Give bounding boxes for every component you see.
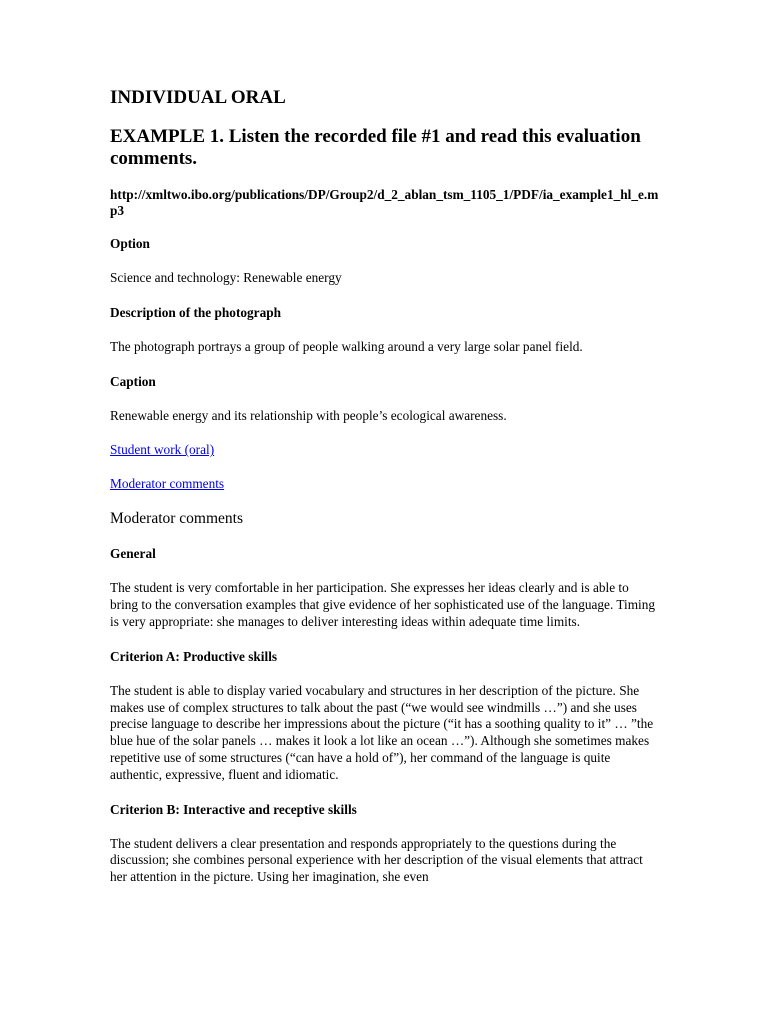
option-label: Option <box>110 236 150 251</box>
option-value: Science and technology: Renewable energy <box>110 270 342 285</box>
student-work-link-wrap <box>110 442 660 458</box>
general-label: General <box>110 546 156 562</box>
criterion-a-label: Criterion A: Productive skills <box>110 648 278 664</box>
moderator-heading: Moderator comments <box>110 510 244 528</box>
example-heading: EXAMPLE 1. Listen the recorded file #1 and read this evaluation comments. <box>110 126 641 169</box>
general-text: The student is very comfortable in her participation. She expresses her ideas clearly and is able to bring to the conversation examples that give evidence of her sophisticated use of the language. Timing is very appropriate: she manages to deliver interesting ideas within adequate time limits. <box>110 580 656 629</box>
document-title: INDIVIDUAL ORAL <box>110 87 286 108</box>
moderator-link-wrap <box>110 476 660 492</box>
criterion-b-text: The student delivers a clear presentation and responds appropriately to the questions during the discussion; she combines personal experience with her description of the visual elements that attract her attention in the picture. Using her imagination, she even <box>110 835 643 885</box>
student-work-link[interactable]: Student work (oral) <box>110 442 215 458</box>
caption-text: Renewable energy and its relationship with people’s ecological awareness. <box>110 407 507 423</box>
photo-text: The photograph portrays a group of people walking around a very large solar panel field. <box>110 338 583 354</box>
criterion-a-text: The student is able to display varied vocabulary and structures in her description of the picture. She makes use of complex structures to talk about the past (“we would see windmills …”) and she uses precise language to describe her impressions about the picture (“it has a soothing quality to it” … ”the blue hue of the solar panels … makes it look a lot like an ocean …”). Although she sometimes makes repetitive use of some structures (“can have a hold of”), her command of the language is quite authentic, expressive, fluent and idiomatic. <box>110 682 654 782</box>
photo-label: Description of the photograph <box>110 304 282 320</box>
criterion-b-label: Criterion B: Interactive and receptive skills <box>110 801 357 817</box>
caption-label: Caption <box>110 373 156 389</box>
audio-url: http://xmltwo.ibo.org/publications/DP/Group2/d_2_ablan_tsm_1105_1/PDF/ia_example1_hl_e.mp3 <box>110 187 659 218</box>
document-page <box>110 86 660 904</box>
moderator-comments-link[interactable]: Moderator comments <box>110 476 225 492</box>
